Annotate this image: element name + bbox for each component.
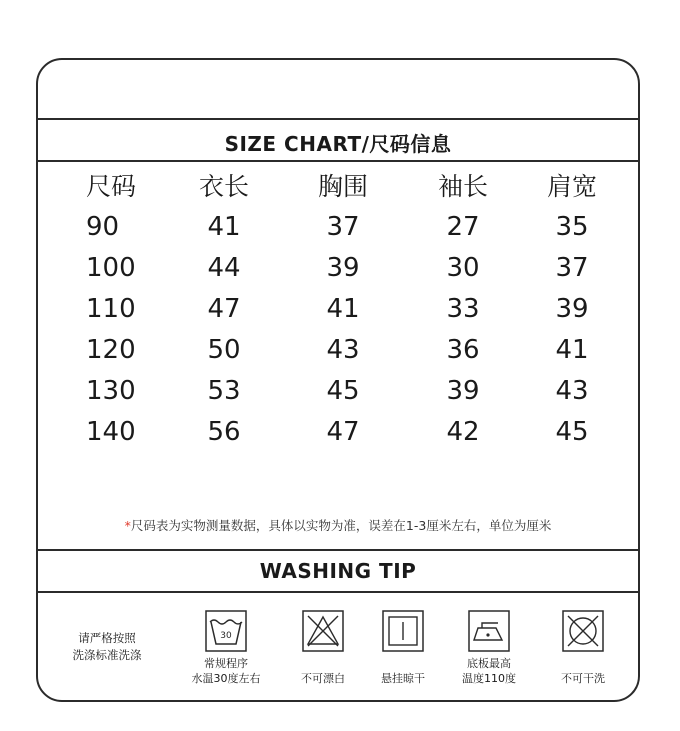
length-column (164, 166, 284, 453)
note-asterisk: * (124, 518, 131, 533)
cell-sleeve: 39 (446, 376, 480, 406)
cell-chest: 41 (326, 294, 360, 324)
cell-shoulder: 41 (555, 335, 589, 365)
cell-length: 53 (207, 376, 241, 406)
care-label (278, 671, 368, 686)
cell-size: 140 (86, 417, 136, 447)
divider (38, 549, 638, 551)
header-size: 尺码 (86, 172, 137, 201)
cell-length: 56 (207, 417, 241, 447)
cell-length: 41 (207, 212, 241, 242)
cell-size: 120 (86, 335, 136, 365)
cell-chest: 39 (326, 253, 360, 283)
cell-length: 47 (207, 294, 241, 324)
care-label-line1: 底板最高 (467, 657, 511, 670)
care-hang-dry (358, 610, 448, 686)
wash-temp-text: 30 (220, 631, 232, 641)
cell-shoulder: 45 (555, 417, 589, 447)
care-label (181, 656, 271, 686)
washing-intro-line2: 洗涤标准洗涤 (72, 648, 142, 662)
cell-sleeve: 27 (446, 212, 480, 242)
cell-sleeve: 33 (446, 294, 480, 324)
cell-size: 110 (86, 294, 136, 324)
divider (38, 118, 638, 120)
care-label (538, 671, 628, 686)
cell-size: 130 (86, 376, 136, 406)
care-wash-30 (181, 610, 271, 686)
wash-30-icon (205, 610, 247, 652)
care-label (444, 656, 534, 686)
washing-intro-line1: 请严格按照 (78, 631, 136, 645)
care-label-line1: 常规程序 (204, 657, 248, 670)
cell-shoulder: 37 (555, 253, 589, 283)
header-shoulder: 肩宽 (546, 172, 597, 201)
measurement-note (38, 516, 638, 534)
care-label-line1: 悬挂晾干 (381, 672, 425, 685)
cell-shoulder: 35 (555, 212, 589, 242)
care-label (358, 671, 448, 686)
cell-size: 90 (86, 212, 120, 242)
cell-chest: 45 (326, 376, 360, 406)
header-length: 衣长 (198, 172, 249, 201)
divider (38, 160, 638, 162)
iron-icon (468, 610, 510, 652)
care-label-line2: 水温30度左右 (191, 672, 261, 685)
cell-size: 100 (86, 253, 136, 283)
washing-tip-title: WASHING TIP (259, 559, 417, 583)
cell-sleeve: 42 (446, 417, 480, 447)
care-label-line1: 不可漂白 (301, 672, 345, 685)
cell-shoulder: 43 (555, 376, 589, 406)
sleeve-column (403, 166, 523, 453)
cell-shoulder: 39 (555, 294, 589, 324)
care-no-bleach (278, 610, 368, 686)
care-no-dry-clean (538, 610, 628, 686)
no-dry-clean-icon (562, 610, 604, 652)
header-chest: 胸围 (317, 172, 368, 201)
no-bleach-icon (302, 610, 344, 652)
care-iron (444, 610, 534, 686)
cell-length: 44 (207, 253, 241, 283)
chest-column (283, 166, 403, 453)
cell-chest: 47 (326, 417, 360, 447)
header-sleeve: 袖长 (437, 172, 488, 201)
cell-chest: 43 (326, 335, 360, 365)
size-chart-card (36, 58, 640, 702)
size-chart-title: SIZE CHART/尺码信息 (224, 132, 452, 156)
cell-sleeve: 30 (446, 253, 480, 283)
note-text: 尺码表为实物测量数据，具体以实物为准，误差在1-3厘米左右，单位为厘米 (130, 518, 552, 533)
care-label-line1: 不可干洗 (561, 672, 605, 685)
care-label-line2: 温度110度 (462, 672, 516, 685)
cell-sleeve: 36 (446, 335, 480, 365)
cell-chest: 37 (326, 212, 360, 242)
divider (38, 591, 638, 593)
cell-length: 50 (207, 335, 241, 365)
washing-intro (62, 630, 152, 664)
shoulder-column (512, 166, 632, 453)
hang-dry-icon (382, 610, 424, 652)
